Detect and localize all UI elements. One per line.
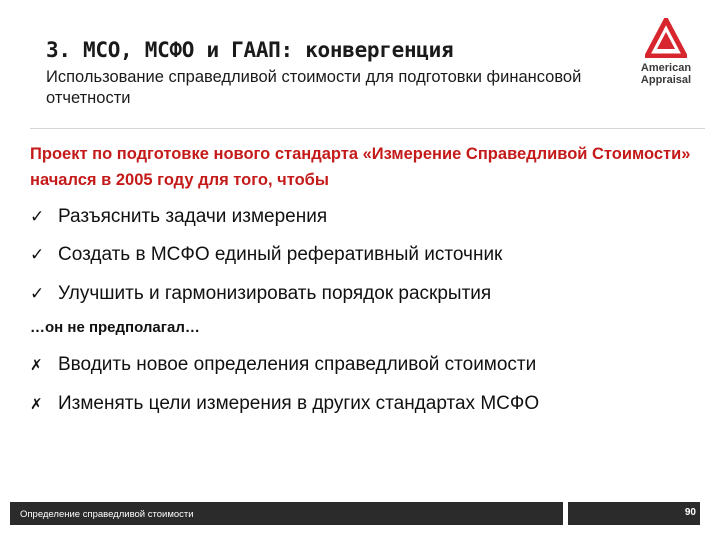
logo-text-line1: American xyxy=(640,62,692,74)
non-goal-text: Изменять цели измерения в других стандартах МСФО xyxy=(58,393,540,414)
non-goal-text: Вводить новое определения справедливой стоимости xyxy=(58,354,537,375)
footer-text: Определение справедливой стоимости xyxy=(20,509,194,520)
note-text: …он не предполагал… xyxy=(30,319,200,336)
goal-item xyxy=(30,280,491,308)
check-icon: ✓ xyxy=(30,284,45,303)
page-number: 90 xyxy=(684,507,696,518)
non-goal-item xyxy=(30,351,536,379)
cross-icon: ✗ xyxy=(30,357,43,374)
slide-title: 3. МСО, МСФО и ГААП: конвергенция xyxy=(46,38,454,62)
logo-text-line2: Appraisal xyxy=(640,74,692,86)
logo-triangle-icon xyxy=(645,18,687,58)
cross-icon: ✗ xyxy=(30,396,43,413)
goal-text: Создать в МСФО единый реферативный источник xyxy=(58,244,503,265)
check-icon: ✓ xyxy=(30,207,45,226)
non-goal-item xyxy=(30,390,539,418)
american-appraisal-logo xyxy=(631,18,701,90)
check-icon: ✓ xyxy=(30,245,45,264)
header-divider xyxy=(30,128,705,129)
goal-text: Разъяснить задачи измерения xyxy=(58,206,328,227)
goal-item xyxy=(30,241,502,269)
slide-subtitle: Использование справедливой стоимости для подготовки финансовой отчетности xyxy=(46,68,582,107)
goal-item xyxy=(30,203,327,231)
intro-text: Проект по подготовке нового стандарта «Измерение Справедливой Стоимости» начался в 2005 году для того, чтобы xyxy=(30,145,691,189)
goal-text: Улучшить и гармонизировать порядок раскрытия xyxy=(58,283,492,304)
